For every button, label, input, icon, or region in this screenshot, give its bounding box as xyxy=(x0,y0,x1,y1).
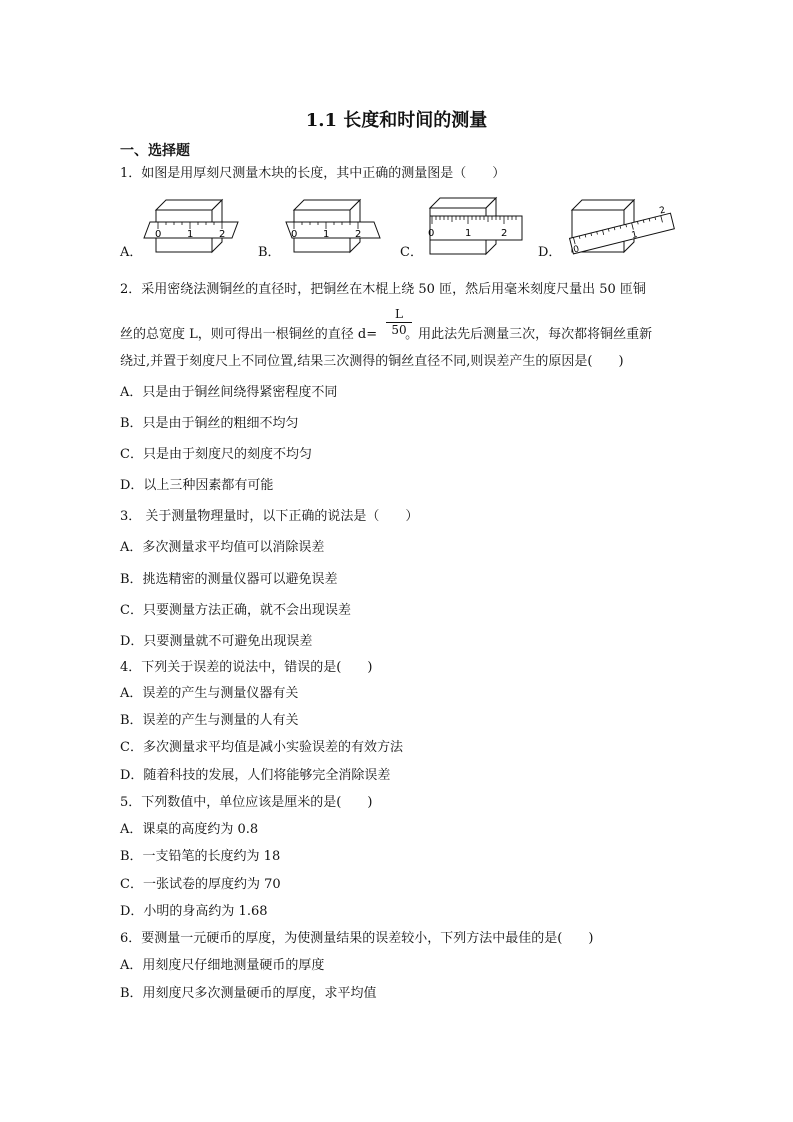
question-5-stem: 5．下列数值中，单位应该是厘米的是( ) xyxy=(120,795,373,810)
question-4-option-b: B．误差的产生与测量的人有关 xyxy=(120,713,299,728)
fraction-denominator: 50 xyxy=(391,323,407,337)
question-2-line-3: 绕过,并置于刻度尺上不同位置,结果三次测得的铜丝直径不同,则误差产生的原因是( ) xyxy=(120,354,624,369)
question-4-option-c: C．多次测量求平均值是减小实验误差的有效方法 xyxy=(120,740,403,755)
figure-d xyxy=(538,196,688,262)
fraction-numerator: L xyxy=(386,306,412,323)
figure-a xyxy=(120,196,250,262)
figure-d-tick-2: 2 xyxy=(658,205,667,217)
question-3-option-d: D．只要测量就不可避免出现误差 xyxy=(120,634,313,649)
question-6-stem: 6．要测量一元硬币的厚度，为使测量结果的误差较小，下列方法中最佳的是( ) xyxy=(120,931,594,946)
figure-a-label: A． xyxy=(120,245,143,260)
question-5-option-d: D．小明的身高约为 1.68 xyxy=(120,904,268,919)
question-2-option-d: D．以上三种因素都有可能 xyxy=(120,478,274,493)
figure-c-drawing xyxy=(424,196,534,262)
question-6-option-a: A．用刻度尺仔细地测量硬币的厚度 xyxy=(120,958,325,973)
figure-c-tick-2: 2 xyxy=(501,228,508,239)
question-5-option-a: A．课桌的高度约为 0.8 xyxy=(120,822,259,837)
question-3-option-a: A．多次测量求平均值可以消除误差 xyxy=(120,540,325,555)
question-4-option-d: D．随着科技的发展，人们将能够完全消除误差 xyxy=(120,768,391,783)
figure-b-tick-1: 1 xyxy=(323,229,330,240)
figure-c-label: C． xyxy=(400,245,423,260)
figure-b-label: B． xyxy=(258,245,281,260)
question-2-line-2-post: 。用此法先后测量三次，每次都将铜丝重新 xyxy=(405,327,653,342)
figure-a-drawing xyxy=(142,196,252,262)
figure-c-tick-0: 0 xyxy=(428,228,435,239)
question-5-option-c: C．一张试卷的厚度约为 70 xyxy=(120,877,281,892)
question-1-stem: 1．如图是用厚刻尺测量木块的长度，其中正确的测量图是（ ） xyxy=(120,166,506,181)
question-4-option-a: A．误差的产生与测量仪器有关 xyxy=(120,686,299,701)
figure-b-tick-0: 0 xyxy=(291,229,298,240)
figure-d-tick-1: 1 xyxy=(630,229,639,242)
question-2-option-b: B．只是由于铜丝的粗细不均匀 xyxy=(120,416,299,431)
question-2-line-2-pre: 丝的总宽度 L，则可得出一根铜丝的直径 d= xyxy=(120,327,378,342)
figure-b-drawing xyxy=(280,196,390,262)
figure-a-tick-1: 1 xyxy=(187,229,194,240)
figure-a-tick-0: 0 xyxy=(155,229,162,240)
question-2-option-a: A．只是由于铜丝间绕得紧密程度不同 xyxy=(120,385,338,400)
figure-d-label: D． xyxy=(538,245,562,260)
figure-d-tick-0: 0 xyxy=(572,244,581,256)
section-title: 一、选择题 xyxy=(120,143,190,159)
figure-b-tick-2: 2 xyxy=(355,229,362,240)
figure-c-tick-1: 1 xyxy=(465,228,472,239)
page-title: 1.1 长度和时间的测量 xyxy=(305,110,488,131)
question-3-option-c: C．只要测量方法正确，就不会出现误差 xyxy=(120,603,351,618)
question-3-option-b: B．挑选精密的测量仪器可以避免误差 xyxy=(120,572,338,587)
question-1-figures xyxy=(120,196,700,262)
question-2-option-c: C．只是由于刻度尺的刻度不均匀 xyxy=(120,447,312,462)
fraction xyxy=(386,306,412,337)
question-4-stem: 4．下列关于误差的说法中，错误的是( ) xyxy=(120,660,373,675)
question-2-line-1: 2．采用密绕法测铜丝的直径时，把铜丝在木棍上绕 50 匝，然后用毫米刻度尺量出 50 匝铜 xyxy=(120,282,646,297)
figure-d-drawing xyxy=(560,196,688,262)
question-3-stem: 3． 关于测量物理量时，以下正确的说法是（ ） xyxy=(120,509,419,524)
question-6-option-b: B．用刻度尺多次测量硬币的厚度，求平均值 xyxy=(120,986,377,1001)
figure-a-tick-2: 2 xyxy=(219,229,226,240)
question-5-option-b: B．一支铅笔的长度约为 18 xyxy=(120,849,281,864)
figure-c xyxy=(400,196,530,262)
figure-b xyxy=(258,196,388,262)
